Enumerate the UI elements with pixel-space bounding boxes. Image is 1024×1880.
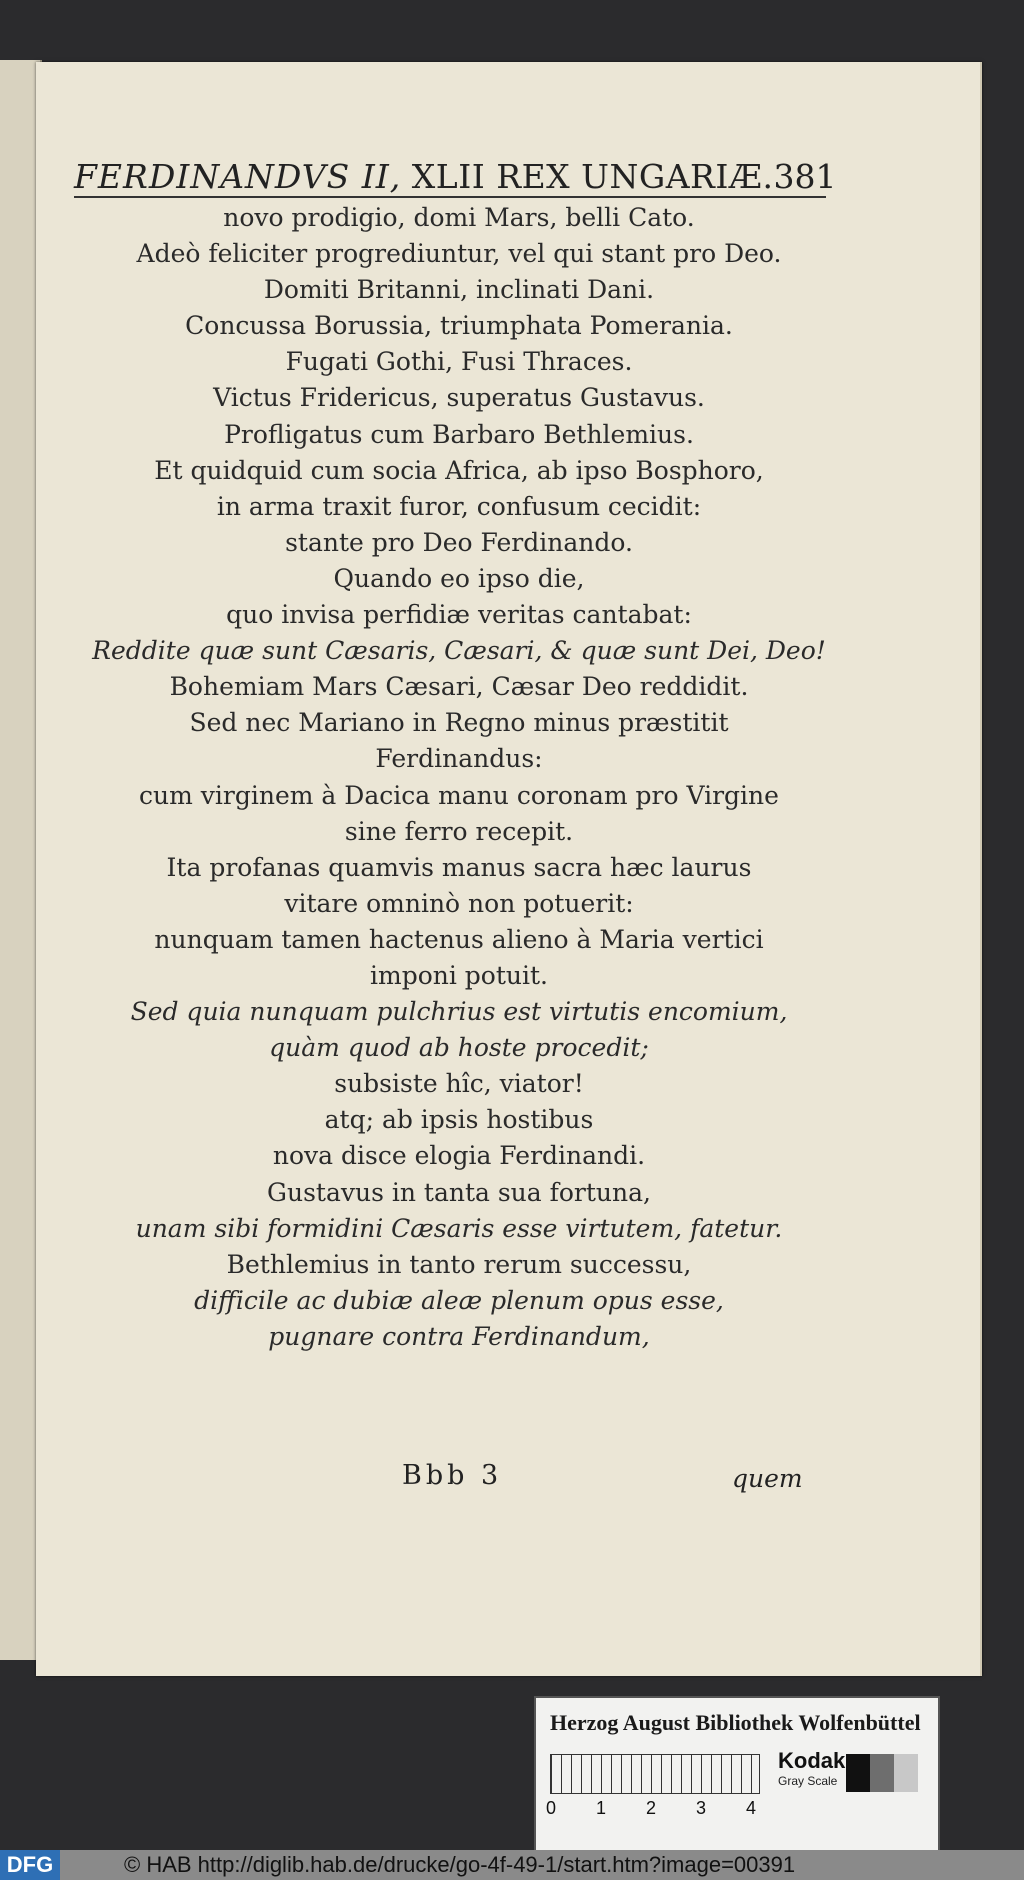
gray-swatches [846,1754,918,1792]
gray-swatch [870,1754,894,1792]
ruler-number: 1 [596,1798,607,1818]
ruler-number: 2 [646,1798,657,1818]
text-line: Ferdinandus: [375,744,543,774]
text-line: Reddite quæ sunt Cæsaris, Cæsari, & quæ sunt Dei, Deo! [92,636,826,666]
text-line: unam sibi formidini Cæsaris esse virtutem, fatetur. [135,1213,783,1243]
ruler-number: 3 [696,1798,707,1818]
signature-mark: Bbb 3 [402,1460,503,1491]
text-line: Adeò feliciter progrediuntur, vel qui stant pro Deo. [136,239,782,269]
text-line: Ita profanas quamvis manus sacra hæc laurus [166,852,752,882]
kodak-logo: Kodak [778,1748,846,1773]
library-color-card [534,1696,940,1862]
text-line: imponi potuit. [370,960,548,990]
page-number: 381 [773,157,837,196]
text-line: Quando eo ipso die, [333,563,585,593]
header-title-roman: XLII REX UNGARIÆ. [411,157,774,196]
text-line: Sed quia nunquam pulchrius est virtutis encomium, [130,997,788,1027]
ruler-number: 0 [546,1798,557,1818]
text-line: novo prodigio, domi Mars, belli Cato. [223,203,695,232]
library-name: Herzog August Bibliothek Wolfenbüttel [550,1710,921,1735]
text-line: Bohemiam Mars Cæsari, Cæsar Deo reddidit. [169,672,749,702]
text-line: vitare omninò non potuerit: [284,888,634,918]
text-line: nova disce elogia Ferdinandi. [272,1141,646,1171]
text-line: in arma traxit furor, confusum cecidit: [216,491,702,521]
text-line: Concussa Borussia, triumphata Pomerania. [185,311,733,341]
text-line: Profligatus cum Barbaro Bethlemius. [224,419,694,449]
text-block [74,200,844,1355]
text-line: subsiste hîc, viator! [334,1069,584,1099]
copyright-link[interactable]: © HAB http://diglib.hab.de/drucke/go-4f-49-1/start.htm?image=00391 [124,1852,796,1877]
text-line: Domiti Britanni, inclinati Dani. [263,275,655,305]
header-title-italic: FERDINANDVS II, [74,157,402,196]
ruler-number: 4 [746,1798,757,1818]
header-title [74,157,773,196]
text-line: atq; ab ipsis hostibus [324,1105,594,1135]
text-line: pugnare contra Ferdinandum, [268,1321,650,1351]
text-line: Bethlemius in tanto rerum successu, [226,1249,692,1279]
text-line: stante pro Deo Ferdinando. [285,527,633,557]
dfg-logo: DFG [0,1850,60,1880]
ruler-scale [550,1754,760,1794]
text-line: Sed nec Mariano in Regno minus præstitit [189,708,729,738]
gray-scale-label: Gray Scale [778,1774,838,1788]
gray-swatch [846,1754,870,1792]
text-line: quo invisa perfidiæ veritas cantabat: [226,600,692,630]
text-line: difficile ac dubiæ aleæ plenum opus esse, [194,1285,724,1315]
text-line: cum virginem à Dacica manu coronam pro Virgine [139,780,779,810]
text-line: Gustavus in tanta sua fortuna, [267,1177,651,1207]
text-line: Fugati Gothi, Fusi Thraces. [285,347,633,377]
text-line: quàm quod ab hoste procedit; [269,1033,649,1063]
text-line: sine ferro recepit. [344,816,574,846]
catchword: quem [732,1464,803,1493]
copyright-bar [0,1850,1024,1880]
ruler-numbers [546,1798,796,1819]
gray-swatch [894,1754,918,1792]
running-header [74,152,837,198]
text-line: Victus Fridericus, superatus Gustavus. [213,383,705,413]
text-line: Et quidquid cum socia Africa, ab ipso Bosphoro, [154,455,764,485]
text-line: nunquam tamen hactenus alieno à Maria vertici [154,924,764,954]
